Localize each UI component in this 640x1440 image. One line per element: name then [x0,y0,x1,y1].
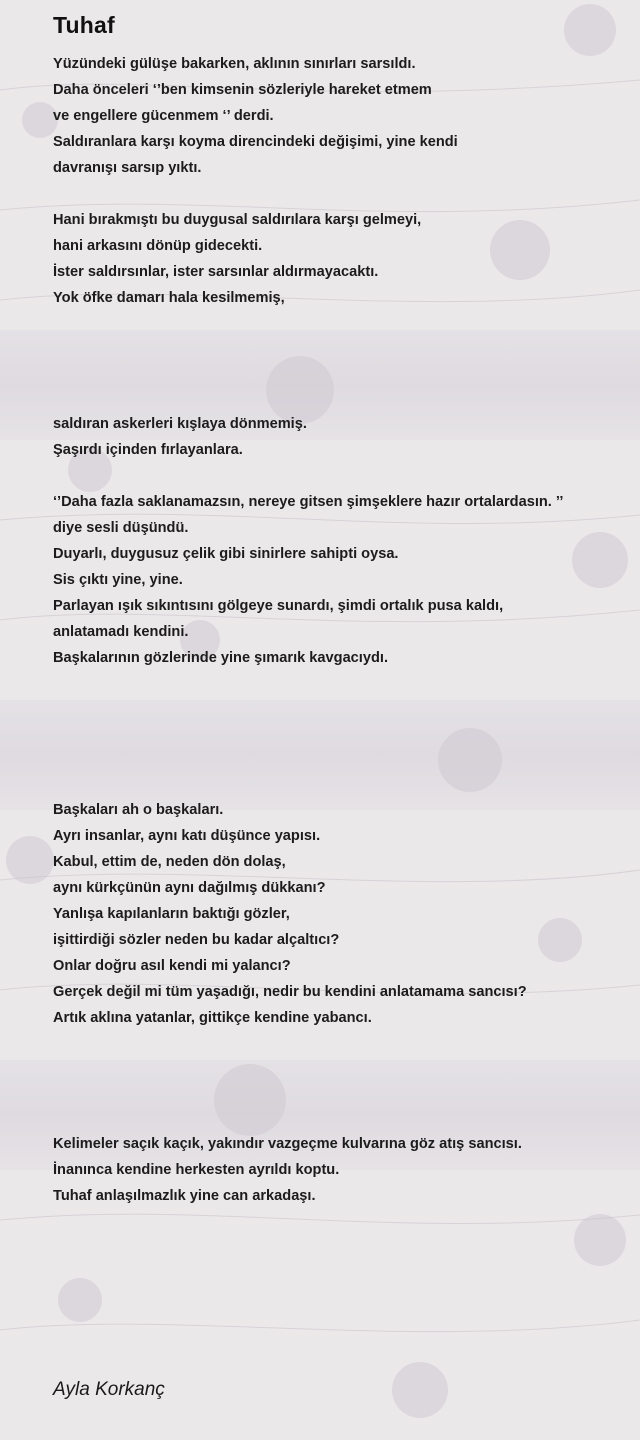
poem-line: davranışı sarsıp yıktı. [53,160,202,176]
stanza-2 [53,207,421,311]
poem-line: Artık aklına yatanlar, gittikçe kendine yabancı. [53,1010,372,1026]
poem-line: Başkalarının gözlerinde yine şımarık kavgacıydı. [53,650,388,666]
poem-line: hani arkasını dönüp gidecekti. [53,238,263,254]
poem-line: Saldıranlara karşı koyma direncindeki değişimi, yine kendi [53,134,458,150]
poem-line: Gerçek değil mi tüm yaşadığı, nedir bu kendini anlatamama sancısı? [53,984,527,1000]
stanza-6 [53,1131,522,1209]
poem-line: Tuhaf anlaşılmazlık yine can arkadaşı. [53,1188,316,1204]
poem-line: diye sesli düşündü. [53,520,189,536]
poem-line: Parlayan ışık sıkıntısını gölgeye sunardı, şimdi ortalık pusa kaldı, [53,598,504,614]
poem-line: Sis çıktı yine, yine. [53,572,183,588]
poem-line: ve engellere gücenmem ‘’ derdi. [53,108,274,124]
poem-line: Kelimeler saçık kaçık, yakındır vazgeçme kulvarına göz atış sancısı. [53,1136,522,1152]
poem-line: Duyarlı, duygusuz çelik gibi sinirlere sahipti oysa. [53,546,399,562]
poem-line: Hani bırakmıştı bu duygusal saldırılara karşı gelmeyi, [53,212,422,228]
poem-line: Yanlışa kapılanların baktığı gözler, [53,906,290,922]
poem-line: İster saldırsınlar, ister sarsınlar aldırmayacaktı. [53,264,379,280]
poem-line: ‘’Daha fazla saklanamazsın, nereye gitsen şimşeklere hazır ortalardasın. ’’ [53,494,564,510]
poem-line: Şaşırdı içinden fırlayanlara. [53,442,243,458]
poem-line: aynı kürkçünün aynı dağılmış dükkanı? [53,880,326,896]
poem-line: Kabul, ettim de, neden dön dolaş, [53,854,286,870]
poem-line: Yüzündeki gülüşe bakarken, aklının sınırları sarsıldı. [53,56,416,72]
poem-line: saldıran askerleri kışlaya dönmemiş. [53,416,307,432]
stanza-5 [53,797,527,1031]
stanza-1 [53,51,458,181]
poem-author: Ayla Korkanç [53,1379,165,1400]
stanza-3 [53,411,307,463]
poem-line: Onlar doğru asıl kendi mi yalancı? [53,958,291,974]
poem-line: İnanınca kendine herkesten ayrıldı koptu. [53,1162,340,1178]
poem-line: Daha önceleri ‘’ben kimsenin sözleriyle hareket etmem [53,82,432,98]
stanza-4 [53,489,563,671]
poem-title: Tuhaf [53,12,115,38]
poem-line: Yok öfke damarı hala kesilmemiş, [53,290,285,306]
poem-line: Ayrı insanlar, aynı katı düşünce yapısı. [53,828,321,844]
poem-line: anlatamadı kendini. [53,624,189,640]
poem-line: işittirdiği sözler neden bu kadar alçaltıcı? [53,932,340,948]
poem-line: Başkaları ah o başkaları. [53,802,224,818]
